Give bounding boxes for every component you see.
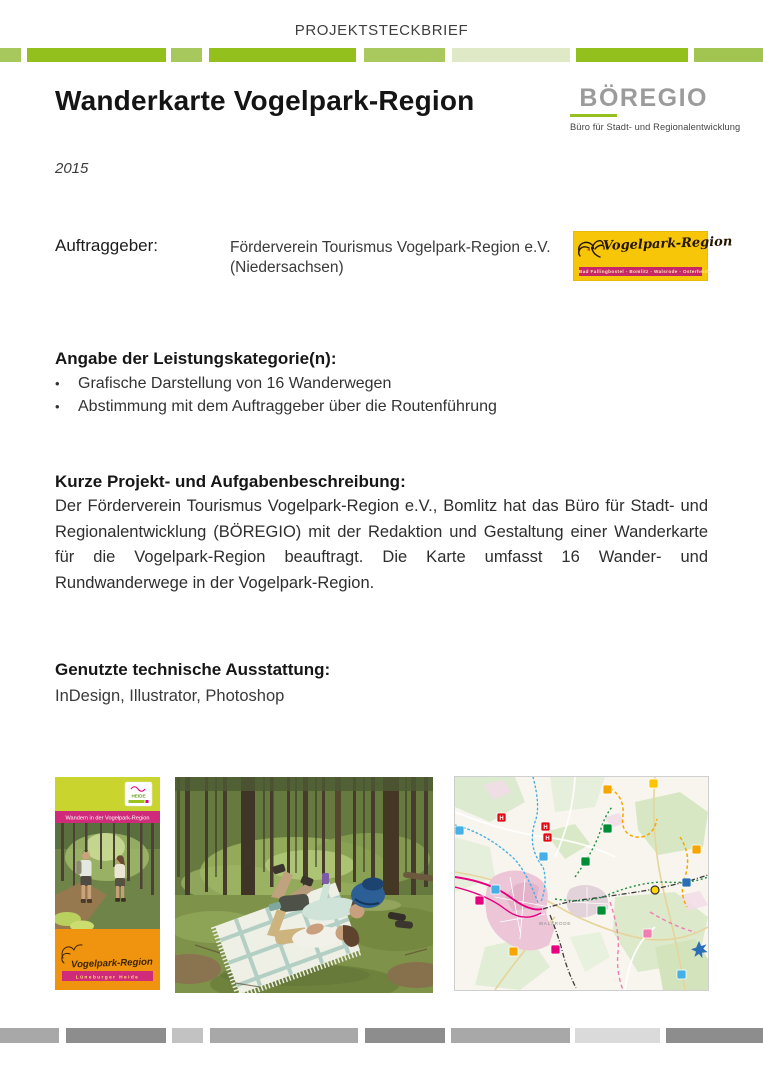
bar-segment — [452, 48, 570, 62]
bullet-icon: • — [55, 376, 60, 391]
list-item — [55, 372, 708, 395]
categories-list — [55, 372, 708, 418]
bar-segment — [666, 1028, 763, 1043]
vogelpark-logo-text: Vogelpark-Region — [602, 234, 733, 254]
map-image — [455, 777, 708, 990]
heide-corner-text: HEIDE — [131, 793, 146, 799]
map-town-label: WALSRODE — [538, 921, 572, 926]
map-thumbnail — [455, 777, 708, 990]
boregio-logo — [570, 84, 741, 132]
bar-segment — [364, 48, 445, 62]
forest-photo-image — [175, 777, 433, 993]
bar-segment — [576, 48, 688, 62]
list-item — [55, 395, 708, 418]
client-name-line1: Förderverein Tourismus Vogelpark-Region e.V. — [230, 239, 551, 256]
page-title: Wanderkarte Vogelpark-Region — [55, 85, 475, 116]
equipment-heading: Genutzte technische Ausstattung: — [55, 660, 331, 679]
bar-segment — [171, 48, 202, 62]
brochure-logo-text: Vogelpark-Region — [70, 956, 153, 971]
bar-segment — [575, 1028, 660, 1043]
brochure-strip-text: Lüneburger Heide — [75, 975, 140, 981]
categories-heading: Angabe der Leistungskategorie(n): — [55, 349, 337, 368]
bar-segment — [0, 48, 21, 62]
brochure-banner-text: Wandern in der Vogelpark-Region — [65, 815, 150, 822]
boregio-logo-subtitle: Büro für Stadt- und Regionalentwicklung — [570, 122, 741, 132]
bullet-icon: • — [55, 399, 60, 414]
list-item-text: Abstimmung mit dem Auftraggeber über die Routenführung — [78, 398, 497, 415]
svg-text:H: H — [545, 836, 550, 842]
bar-segment — [451, 1028, 570, 1043]
project-year: 2015 — [55, 160, 89, 177]
list-item-text: Grafische Darstellung von 16 Wanderwegen — [78, 375, 392, 392]
bar-segment — [210, 1028, 358, 1043]
bar-segment — [172, 1028, 203, 1043]
client-label: Auftraggeber: — [55, 236, 159, 255]
bar-segment — [694, 48, 763, 62]
boregio-logo-underline — [570, 114, 617, 117]
svg-text:H: H — [499, 816, 504, 822]
client-name — [230, 238, 551, 278]
top-accent-bar — [0, 48, 763, 62]
brochure-image — [55, 777, 160, 990]
bar-segment — [0, 1028, 59, 1043]
vogelpark-logo-towns: Bad Fallingbostel - Bomlitz - Walsrode - Osterheide — [579, 269, 712, 274]
bar-segment — [209, 48, 356, 62]
bottom-accent-bar — [0, 1028, 763, 1043]
boregio-logo-text: BÖREGIO — [579, 84, 708, 112]
bar-segment — [365, 1028, 445, 1043]
bar-segment — [66, 1028, 166, 1043]
description-heading: Kurze Projekt- und Aufgabenbeschreibung: — [55, 472, 406, 491]
forest-photo-thumbnail — [175, 777, 433, 993]
client-name-line2: (Niedersachsen) — [230, 259, 344, 276]
svg-text:H: H — [543, 825, 548, 831]
bar-segment — [27, 48, 166, 62]
page-header-label: PROJEKTSTECKBRIEF — [294, 22, 469, 39]
description-text: Der Förderverein Tourismus Vogelpark-Region e.V., Bomlitz hat das Büro für Stadt- und Regionalentwicklung (BÖREGIO) mit der Redaktion und Gestaltung einer Wanderkarte für die Vogelpark-Region beauftragt. Die Karte umfasst 16 Wander- und Rundwanderwege in der Vogelpark-Region. — [55, 497, 708, 592]
equipment-text: InDesign, Illustrator, Photoshop — [55, 687, 285, 705]
brochure-thumbnail — [55, 777, 160, 990]
vogelpark-region-logo — [573, 231, 733, 281]
